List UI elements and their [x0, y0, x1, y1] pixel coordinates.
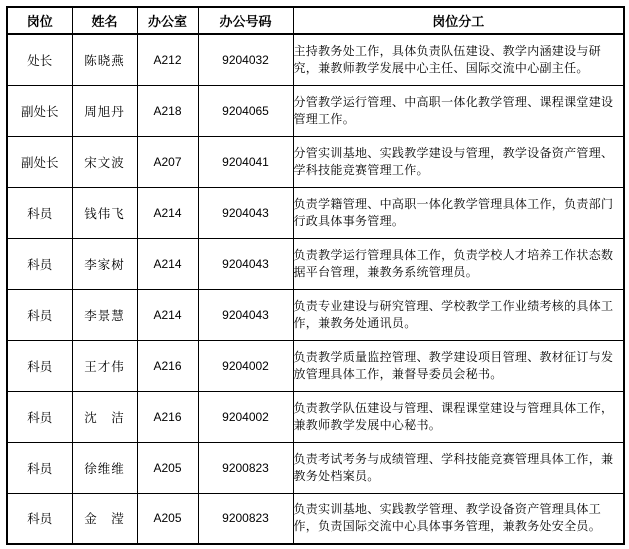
phone-cell: 9204043	[198, 187, 293, 238]
header-office: 办公室	[137, 7, 198, 34]
name-cell: 金 滢	[72, 493, 137, 544]
name-cell: 钱伟飞	[72, 187, 137, 238]
post-cell: 科员	[7, 391, 72, 442]
name-cell: 周旭丹	[72, 85, 137, 136]
header-phone: 办公号码	[198, 7, 293, 34]
office-cell: A214	[137, 238, 198, 289]
office-cell: A216	[137, 340, 198, 391]
name-cell: 陈晓燕	[72, 34, 137, 85]
table-row	[7, 136, 624, 187]
phone-cell: 9204002	[198, 340, 293, 391]
office-cell: A218	[137, 85, 198, 136]
office-cell: A205	[137, 493, 198, 544]
header-row	[7, 7, 624, 34]
staff-duty-table	[6, 6, 625, 545]
post-cell: 科员	[7, 340, 72, 391]
phone-cell: 9204043	[198, 289, 293, 340]
name-cell: 宋文波	[72, 136, 137, 187]
table-row	[7, 289, 624, 340]
phone-cell: 9204065	[198, 85, 293, 136]
post-cell: 副处长	[7, 85, 72, 136]
duty-cell: 负责教学队伍建设与管理、课程课堂建设与管理具体工作，兼教师教学发展中心秘书。	[293, 391, 624, 442]
phone-cell: 9204041	[198, 136, 293, 187]
phone-cell: 9200823	[198, 493, 293, 544]
office-cell: A207	[137, 136, 198, 187]
duty-cell: 负责学籍管理、中高职一体化教学管理具体工作，负责部门行政具体事务管理。	[293, 187, 624, 238]
table-row	[7, 340, 624, 391]
header-name: 姓名	[72, 7, 137, 34]
post-cell: 科员	[7, 442, 72, 493]
post-cell: 科员	[7, 289, 72, 340]
name-cell: 沈 洁	[72, 391, 137, 442]
table-row	[7, 238, 624, 289]
duty-cell: 负责教学质量监控管理、教学建设项目管理、教材征订与发放管理具体工作，兼督导委员会秘书。	[293, 340, 624, 391]
phone-cell: 9204043	[198, 238, 293, 289]
duty-cell: 分管实训基地、实践教学建设与管理，教学设备资产管理、学科技能竞赛管理工作。	[293, 136, 624, 187]
office-cell: A214	[137, 289, 198, 340]
table-row	[7, 85, 624, 136]
header-post: 岗位	[7, 7, 72, 34]
phone-cell: 9200823	[198, 442, 293, 493]
table-row	[7, 391, 624, 442]
duty-cell: 负责教学运行管理具体工作，负责学校人才培养工作状态数据平台管理，兼教务系统管理员。	[293, 238, 624, 289]
duty-cell: 负责专业建设与研究管理、学校教学工作业绩考核的具体工作，兼教务处通讯员。	[293, 289, 624, 340]
staff-duty-sheet	[6, 6, 623, 543]
name-cell: 王才伟	[72, 340, 137, 391]
header-duty: 岗位分工	[293, 7, 624, 34]
post-cell: 科员	[7, 187, 72, 238]
duty-cell: 分管教学运行管理、中高职一体化教学管理、课程课堂建设管理工作。	[293, 85, 624, 136]
post-cell: 副处长	[7, 136, 72, 187]
duty-cell: 负责实训基地、实践教学管理、教学设备资产管理具体工作，负责国际交流中心具体事务管理，兼教务处安全员。	[293, 493, 624, 544]
table-row	[7, 442, 624, 493]
phone-cell: 9204032	[198, 34, 293, 85]
name-cell: 徐维维	[72, 442, 137, 493]
table-row	[7, 34, 624, 85]
office-cell: A216	[137, 391, 198, 442]
office-cell: A212	[137, 34, 198, 85]
table-row	[7, 493, 624, 544]
post-cell: 处长	[7, 34, 72, 85]
duty-cell: 主持教务处工作，具体负责队伍建设、教学内涵建设与研究，兼教师教学发展中心主任、国际交流中心副主任。	[293, 34, 624, 85]
name-cell: 李景慧	[72, 289, 137, 340]
office-cell: A214	[137, 187, 198, 238]
post-cell: 科员	[7, 493, 72, 544]
table-row	[7, 187, 624, 238]
office-cell: A205	[137, 442, 198, 493]
duty-cell: 负责考试考务与成绩管理、学科技能竞赛管理具体工作，兼教务处档案员。	[293, 442, 624, 493]
post-cell: 科员	[7, 238, 72, 289]
name-cell: 李家树	[72, 238, 137, 289]
phone-cell: 9204002	[198, 391, 293, 442]
